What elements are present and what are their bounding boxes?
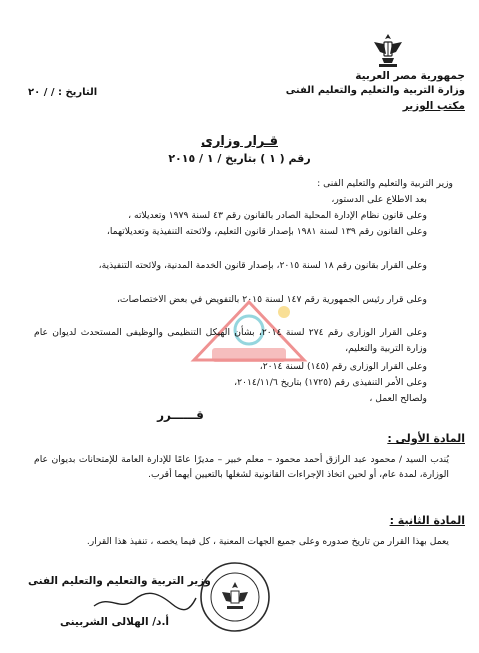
preamble-local-admin-law: وعلى قانون نظام الإدارة المحلية الصادر بالقانون رقم ٤٣ لسنة ١٩٧٩ وتعديلاته ، (128, 210, 427, 221)
header-country: جمهورية مصر العربية (355, 70, 465, 82)
preamble-constitution: بعد الاطلاع على الدستور، (331, 194, 427, 205)
article-1-heading: المادة الأولى : (387, 432, 465, 445)
document-date: التاريخ : / / ٢٠ (28, 87, 98, 98)
preamble-ministerial-decree-145: وعلى القرار الوزارى رقم (١٤٥) لسنة ٢٠١٤، (259, 361, 427, 372)
header-office: مكتب الوزير (402, 100, 465, 112)
decides-heading: قــــــرر (157, 408, 204, 422)
preamble-civil-service-law: وعلى القرار بقانون رقم ١٨ لسنة ٢٠١٥، بإصدار قانون الخدمة المدنية، ولائحته التنفيذية، (98, 260, 427, 271)
decree-number: رقم ( ١ ) بتاريخ / ١ / ٢٠١٥ (168, 152, 311, 165)
article-2-text: يعمل بهذا القرار من تاريخ صدوره وعلى جميع الجهات المعنية ، كل فيما يخصه ، تنفيذ هذا القرار. (86, 536, 449, 547)
decree-title: قـرار وزارى (201, 134, 278, 149)
article-1-text: يُندب السيد / محمود عبد الرازق أحمد محمود – معلم خبير – مديرًا عامًا للإدارة العامة للإمتحانات بديوان عام الوزارة، لمدة عام، أو لحين اتخاذ الإجراءات القانونية لشغلها بالتعيين أيهما أقرب. (34, 454, 449, 480)
handwritten-signature-icon (90, 590, 200, 614)
preamble-executive-order: وعلى الأمر التنفيذى رقم (١٧٢٥) بتاريخ ٢٠١٤/١١/٦، (234, 377, 427, 388)
preamble-presidential-decree: وعلى قرار رئيس الجمهورية رقم ١٤٧ لسنة ٢٠١٥ بالتفويض في بعض الاختصاصات، (116, 294, 427, 305)
signature-name: أ.د/ الهلالى الشربينى (60, 616, 170, 628)
preamble-education-law: وعلى القانون رقم ١٣٩ لسنة ١٩٨١ بإصدار قانون التعليم، ولائحته التنفيذية وتعديلاتهما، (106, 226, 427, 237)
preamble-minister: وزير التربية والتعليم والتعليم الفنى : (317, 178, 453, 189)
article-2-heading: المادة الثانية : (389, 514, 465, 527)
signature-title: وزير التربية والتعليم والتعليم الفنى (28, 575, 211, 587)
preamble-public-interest: ولصالح العمل ، (369, 393, 427, 404)
official-seal-icon (198, 560, 272, 634)
eagle-emblem-icon (370, 30, 406, 70)
preamble-ministerial-decree-274: وعلى القرار الوزارى رقم ٢٧٤ لسنة ٢٠١٤، بشأن الهيكل التنظيمى والوظيفى المستحدث لديوان عام وزارة التربية والتعليم، (34, 327, 427, 354)
header-ministry: وزارة التربية والتعليم والتعليم الفنى (285, 85, 465, 96)
